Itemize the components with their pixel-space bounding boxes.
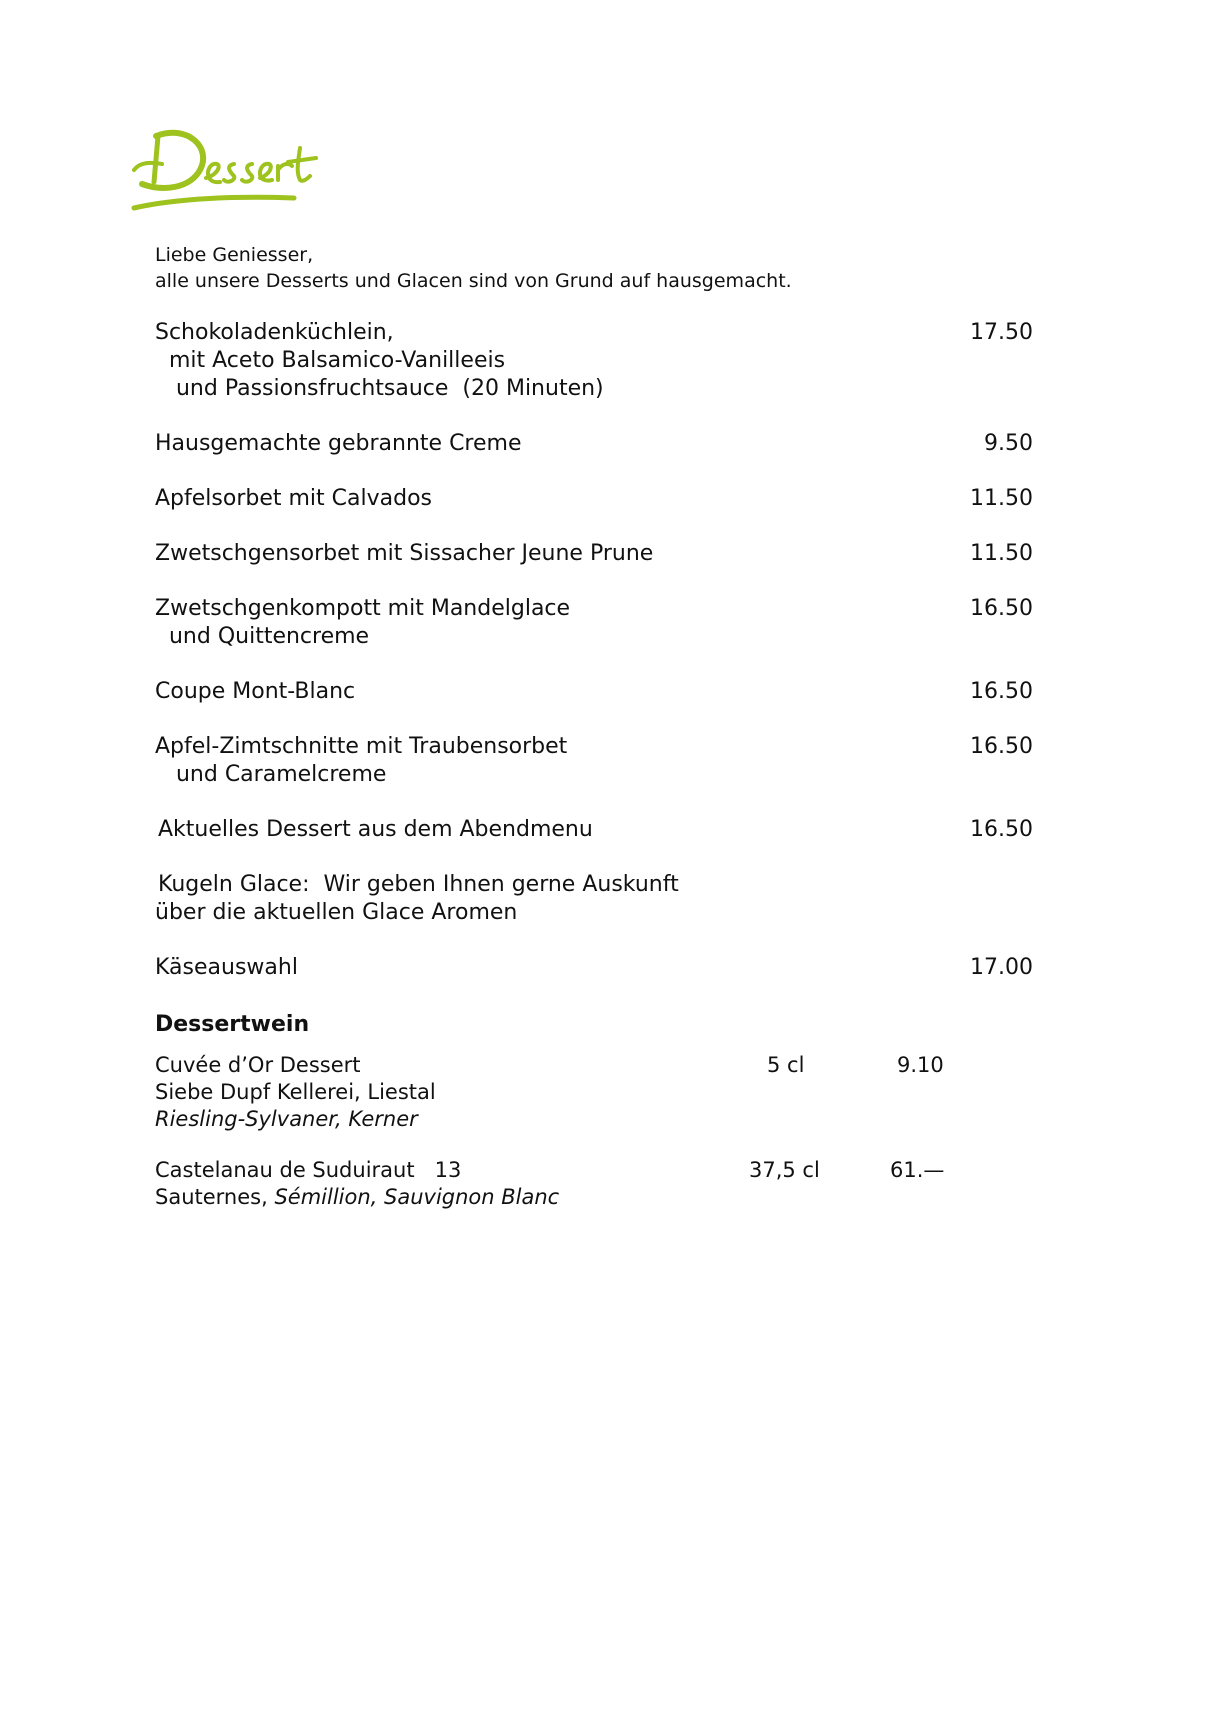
menu-item	[155, 954, 1055, 982]
menu-item-price: 16.50	[970, 817, 1033, 842]
intro-note: alle unsere Desserts und Glacen sind von Grund auf hausgemacht.	[155, 270, 792, 292]
menu-item-name: Coupe Mont-Blanc	[155, 679, 356, 704]
menu-item-name: Zwetschgenkompott mit Mandelglace	[155, 596, 571, 621]
menu-item-description: mit Aceto Balsamico-Vanilleeis	[155, 348, 506, 373]
menu-item-name: Kugeln Glace: Wir geben Ihnen gerne Auskunft	[158, 872, 679, 897]
menu-item-price: 17.50	[970, 320, 1033, 345]
wine-volume: 5 cl	[767, 1053, 805, 1077]
menu-item	[155, 871, 1055, 927]
wine-region: Sauternes,	[155, 1185, 275, 1209]
wine-region-line	[155, 1184, 1055, 1211]
wine-item	[155, 1157, 1055, 1211]
menu-item-name: Aktuelles Dessert aus dem Abendmenu	[158, 817, 593, 842]
wine-grapes: Sémillion, Sauvignon Blanc	[274, 1185, 560, 1209]
menu-item-description: über die aktuellen Glace Aromen	[155, 900, 518, 925]
intro-greeting: Liebe Geniesser,	[155, 244, 314, 266]
menu-item-name: Hausgemachte gebrannte Creme	[155, 431, 522, 456]
menu-item-price: 16.50	[970, 734, 1033, 759]
wine-grapes: Riesling-Sylvaner, Kerner	[155, 1107, 418, 1131]
menu-item-name: Schokoladenküchlein,	[155, 320, 394, 345]
wine-name: Castelanau de Suduiraut 13	[155, 1158, 462, 1182]
wine-item	[155, 1052, 1055, 1133]
menu-item	[155, 678, 1055, 706]
menu-item	[155, 319, 1055, 403]
menu-item-price: 16.50	[970, 679, 1033, 704]
wine-volume: 37,5 cl	[749, 1158, 820, 1182]
menu-item	[155, 733, 1055, 789]
menu-item-price: 16.50	[970, 596, 1033, 621]
wine-price: 61.—	[890, 1158, 945, 1182]
menu-item	[158, 816, 1058, 844]
intro-text	[155, 242, 792, 294]
menu-item-name: Zwetschgensorbet mit Sissacher Jeune Prune	[155, 541, 654, 566]
menu-item	[155, 595, 1055, 651]
wine-price: 9.10	[897, 1053, 944, 1077]
dessert-logo	[128, 118, 318, 218]
menu-item-name: Apfel-Zimtschnitte mit Traubensorbet	[155, 734, 568, 759]
menu-item-description: und Passionsfruchtsauce (20 Minuten)	[155, 376, 604, 401]
menu-item-price: 17.00	[970, 955, 1033, 980]
menu-item-price: 9.50	[984, 431, 1033, 456]
dessertwein-heading: Dessertwein	[155, 1012, 310, 1037]
menu-item-price: 11.50	[970, 541, 1033, 566]
menu-item-name: Apfelsorbet mit Calvados	[155, 486, 432, 511]
menu-item-price: 11.50	[970, 486, 1033, 511]
menu-item-description: und Caramelcreme	[155, 762, 387, 787]
menu-item	[155, 540, 1055, 568]
menu-item	[155, 430, 1055, 458]
wine-name: Cuvée d’Or Dessert	[155, 1053, 361, 1077]
menu-item	[155, 485, 1055, 513]
wine-producer: Siebe Dupf Kellerei, Liestal	[155, 1080, 436, 1104]
dessert-logo-script	[128, 118, 318, 218]
menu-item-description: und Quittencreme	[155, 624, 370, 649]
menu-item-name: Käseauswahl	[155, 955, 298, 980]
